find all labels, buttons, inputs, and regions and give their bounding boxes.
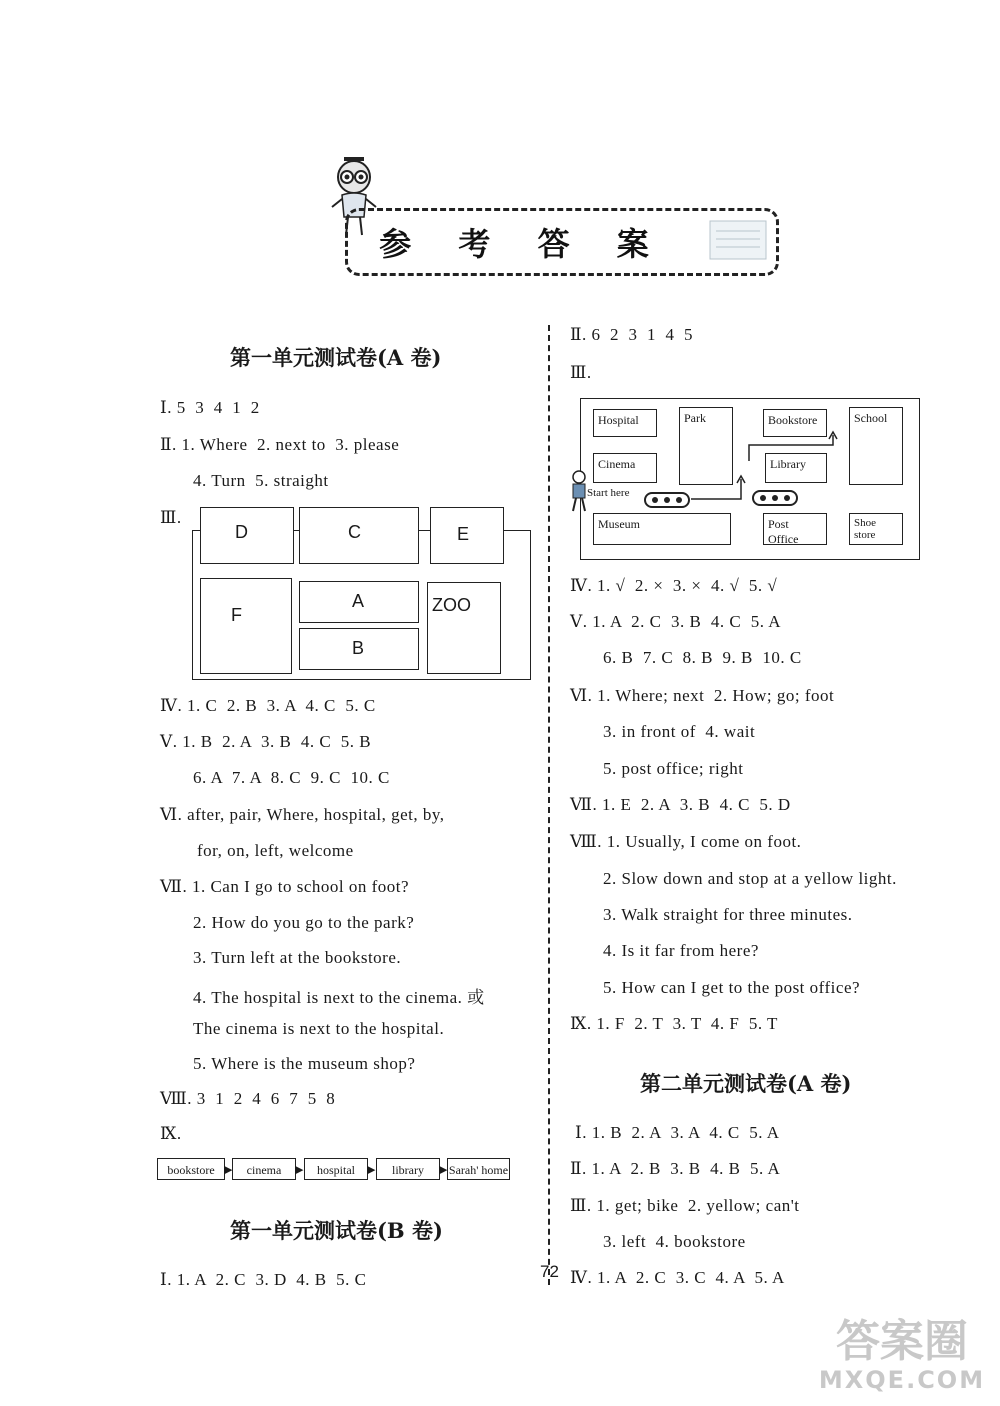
answer-line: Ⅶ. 1. E 2. A 3. B 4. C 5. D	[570, 795, 791, 814]
unit1b-title: 第一单元测试卷(B 卷)	[230, 1218, 443, 1243]
arrow-right-icon: ▶	[439, 1164, 448, 1176]
map-post-office: Post Office	[763, 513, 827, 545]
section-label: Ⅲ.	[160, 508, 182, 527]
flow-step: library	[376, 1158, 440, 1180]
answer-line: 2. How do you go to the park?	[193, 913, 415, 932]
answer-line: Ⅵ. after, pair, Where, hospital, get, by,	[160, 805, 445, 824]
block-map	[192, 505, 532, 680]
answer-line: Ⅵ. 1. Where; next 2. How; go; foot	[570, 686, 835, 705]
unit2a-title: 第二单元测试卷(A 卷)	[640, 1071, 852, 1096]
map-hospital: Hospital	[593, 409, 657, 437]
flow-step: cinema	[232, 1158, 296, 1180]
site-watermark: 答案圈 MXQE.COM	[818, 1316, 986, 1394]
answer-line: Ⅴ. 1. B 2. A 3. B 4. C 5. B	[160, 732, 372, 751]
route-arrows-icon	[581, 399, 919, 559]
map-library: Library	[765, 453, 827, 483]
answer-key-banner	[345, 208, 779, 276]
block-f: F	[200, 578, 292, 674]
section-label: Ⅸ.	[160, 1124, 182, 1143]
flow-step: hospital	[304, 1158, 368, 1180]
answer-line: 5. How can I get to the post office?	[603, 978, 861, 997]
answer-line: 3. Turn left at the bookstore.	[193, 948, 402, 967]
answer-line: Ⅱ. 6 2 3 1 4 5	[570, 325, 694, 344]
answer-line: Ⅱ. 1. A 2. B 3. B 4. B 5. A	[570, 1159, 781, 1178]
map-school: School	[849, 407, 903, 485]
page-title: 参 考 答 案	[379, 225, 667, 263]
answer-line: 4. Is it far from here?	[603, 941, 759, 960]
arrow-right-icon: ▶	[367, 1164, 376, 1176]
answer-line: Ⅳ. 1. √ 2. × 3. × 4. √ 5. √	[570, 576, 778, 595]
answer-line: Ⅰ. 1. A 2. C 3. D 4. B 5. C	[160, 1270, 367, 1289]
answer-line: 3. in front of 4. wait	[603, 722, 756, 741]
map-bookstore: Bookstore	[763, 409, 827, 437]
answer-line: 6. B 7. C 8. B 9. B 10. C	[603, 648, 802, 667]
block-b: B	[299, 628, 419, 670]
flow-step: bookstore	[157, 1158, 225, 1180]
answer-line: 3. left 4. bookstore	[603, 1232, 746, 1251]
answer-line: Ⅴ. 1. A 2. C 3. B 4. C 5. A	[570, 612, 782, 631]
answer-line: 4. Turn 5. straight	[193, 471, 329, 490]
boy-walking-icon	[567, 469, 591, 513]
block-a: A	[299, 581, 419, 623]
answer-line: Ⅸ. 1. F 2. T 3. T 4. F 5. T	[570, 1014, 778, 1033]
answer-line: for, on, left, welcome	[197, 841, 354, 860]
answer-line: Ⅳ. 1. C 2. B 3. A 4. C 5. C	[160, 696, 376, 715]
answer-line: Ⅰ. 1. B 2. A 3. A 4. C 5. A	[575, 1123, 780, 1142]
answer-line: Ⅷ. 1. Usually, I come on foot.	[570, 832, 802, 851]
map-park: Park	[679, 407, 733, 485]
answer-line: 6. A 7. A 8. C 9. C 10. C	[193, 768, 390, 787]
unit1a-title: 第一单元测试卷(A 卷)	[230, 345, 442, 370]
answer-line: 4. The hospital is next to the cinema. 或	[193, 988, 485, 1007]
answer-line: Ⅷ. 3 1 2 4 6 7 5 8	[160, 1089, 336, 1108]
answer-line: Ⅳ. 1. A 2. C 3. C 4. A 5. A	[570, 1268, 785, 1287]
block-d: D	[200, 507, 294, 564]
map-shoe-store: Shoe store	[849, 513, 903, 545]
street-map	[580, 398, 920, 560]
block-e: E	[430, 507, 504, 564]
answer-line: 5. post office; right	[603, 759, 744, 778]
answer-line: Ⅱ. 1. Where 2. next to 3. please	[160, 435, 400, 454]
answer-line: 3. Walk straight for three minutes.	[603, 905, 853, 924]
answer-line: Ⅲ. 1. get; bike 2. yellow; can't	[570, 1196, 800, 1215]
block-zoo: ZOO	[427, 582, 501, 674]
answer-line: 2. Slow down and stop at a yellow light.	[603, 869, 897, 888]
page-number: 72	[540, 1262, 559, 1281]
block-c: C	[299, 507, 419, 564]
flow-step: Sarah' home	[447, 1158, 510, 1180]
section-label: Ⅲ.	[570, 363, 592, 382]
answer-line: Ⅰ. 5 3 4 1 2	[160, 398, 260, 417]
answer-line: Ⅶ. 1. Can I go to school on foot?	[160, 877, 410, 896]
arrow-right-icon: ▶	[295, 1164, 304, 1176]
answer-line: The cinema is next to the hospital.	[193, 1019, 445, 1038]
answer-line: 5. Where is the museum shop?	[193, 1054, 416, 1073]
map-start-label: Start here	[587, 487, 630, 499]
map-cinema: Cinema	[593, 453, 657, 483]
arrow-right-icon: ▶	[224, 1164, 233, 1176]
column-divider	[548, 325, 550, 1285]
map-museum: Museum	[593, 513, 731, 545]
notebook-decoration-icon	[708, 217, 768, 263]
